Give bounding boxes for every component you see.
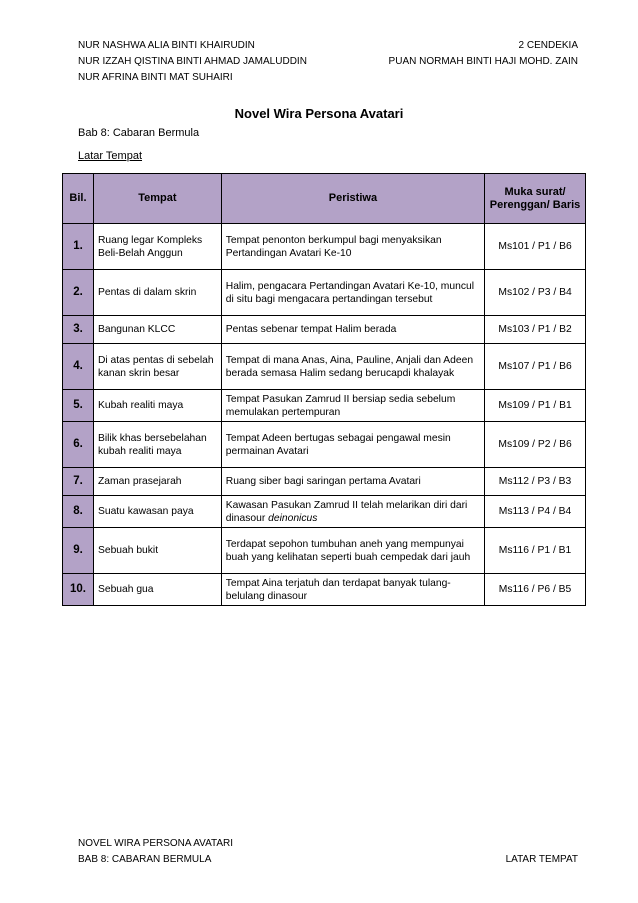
class-name: 2 CENDEKIA	[518, 40, 578, 51]
row-event-italic: deinonicus	[268, 512, 318, 524]
row-page-ref: Ms103 / P1 / B2	[485, 316, 586, 344]
page-header	[78, 38, 578, 86]
student-name-2: NUR IZZAH QISTINA BINTI AHMAD JAMALUDDIN	[78, 56, 307, 67]
row-place: Bilik khas bersebelahan kubah realiti maya	[93, 422, 221, 468]
row-event	[221, 224, 484, 270]
row-place: Suatu kawasan paya	[93, 496, 221, 528]
header-peristiwa: Peristiwa	[221, 174, 484, 224]
row-place: Bangunan KLCC	[93, 316, 221, 344]
table-row	[63, 468, 586, 496]
row-page-ref: Ms113 / P4 / B4	[485, 496, 586, 528]
row-page-ref: Ms109 / P1 / B1	[485, 390, 586, 422]
row-event	[221, 270, 484, 316]
row-event	[221, 316, 484, 344]
row-event-text: Tempat di mana Anas, Aina, Pauline, Anjali dan Adeen berada semasa Halim sedang berucapdi khalayak	[225, 354, 474, 379]
table-row	[63, 224, 586, 270]
row-event	[221, 528, 484, 574]
row-number: 2.	[63, 270, 94, 316]
table-row	[63, 316, 586, 344]
table-row	[63, 496, 586, 528]
row-number: 6.	[63, 422, 94, 468]
table-row	[63, 390, 586, 422]
row-event	[221, 468, 484, 496]
page-footer	[78, 836, 578, 868]
header-tempat: Tempat	[93, 174, 221, 224]
row-event	[221, 344, 484, 390]
row-event	[221, 390, 484, 422]
row-event	[221, 422, 484, 468]
table-row	[63, 574, 586, 606]
footer-chapter: BAB 8: CABARAN BERMULA	[78, 854, 212, 865]
row-number: 7.	[63, 468, 94, 496]
row-event-text: Ruang siber bagi saringan pertama Avatari	[225, 476, 421, 487]
table-row	[63, 270, 586, 316]
row-event-text: Tempat Pasukan Zamrud II bersiap sedia sebelum memulakan pertempuran	[225, 393, 456, 418]
table-row	[63, 528, 586, 574]
row-number: 8.	[63, 496, 94, 528]
setting-table	[62, 173, 586, 606]
row-event-text: Tempat Adeen bertugas sebagai pengawal mesin permainan Avatari	[225, 432, 451, 457]
row-number: 10.	[63, 574, 94, 606]
row-place: Sebuah bukit	[93, 528, 221, 574]
row-event-text: Tempat penonton berkumpul bagi menyaksikan Pertandingan Avatari Ke-10	[225, 234, 442, 259]
teacher-name: PUAN NORMAH BINTI HAJI MOHD. ZAIN	[388, 56, 578, 67]
row-number: 9.	[63, 528, 94, 574]
row-number: 5.	[63, 390, 94, 422]
header-muka-surat: Muka surat/ Perenggan/ Baris	[485, 174, 586, 224]
footer-section: LATAR TEMPAT	[505, 854, 578, 865]
row-page-ref: Ms112 / P3 / B3	[485, 468, 586, 496]
row-number: 3.	[63, 316, 94, 344]
table-row	[63, 344, 586, 390]
row-event	[221, 574, 484, 606]
row-place: Ruang legar Kompleks Beli-Belah Anggun	[93, 224, 221, 270]
row-place: Di atas pentas di sebelah kanan skrin besar	[93, 344, 221, 390]
row-page-ref: Ms109 / P2 / B6	[485, 422, 586, 468]
row-page-ref: Ms116 / P1 / B1	[485, 528, 586, 574]
table-row	[63, 422, 586, 468]
row-number: 1.	[63, 224, 94, 270]
footer-novel-title: NOVEL WIRA PERSONA AVATARI	[78, 838, 234, 849]
row-place: Kubah realiti maya	[93, 390, 221, 422]
row-place: Sebuah gua	[93, 574, 221, 606]
student-name-3: NUR AFRINA BINTI MAT SUHAIRI	[78, 72, 233, 83]
row-event-text: Pentas sebenar tempat Halim berada	[225, 324, 397, 335]
row-event	[221, 496, 484, 528]
row-number: 4.	[63, 344, 94, 390]
row-event-text: Terdapat sepohon tumbuhan aneh yang mempunyai buah yang kelihatan seperti buah cempedak dari jauh	[225, 538, 471, 563]
row-place: Zaman prasejarah	[93, 468, 221, 496]
document-title: Novel Wira Persona Avatari	[234, 106, 404, 121]
row-event-text: Kawasan Pasukan Zamrud II telah melarikan diri dari dinasour	[225, 499, 468, 524]
row-event-text: Halim, pengacara Pertandingan Avatari Ke-10, muncul di situ bagi mengacara pertandingan tersebut	[225, 280, 474, 305]
row-page-ref: Ms102 / P3 / B4	[485, 270, 586, 316]
row-event-text: Tempat Aina terjatuh dan terdapat banyak tulang-belulang dinasour	[225, 577, 451, 602]
chapter-label: Bab 8: Cabaran Bermula	[78, 127, 200, 139]
section-label: Latar Tempat	[78, 150, 143, 162]
header-bil: Bil.	[63, 174, 94, 224]
row-page-ref: Ms116 / P6 / B5	[485, 574, 586, 606]
row-place: Pentas di dalam skrin	[93, 270, 221, 316]
row-page-ref: Ms101 / P1 / B6	[485, 224, 586, 270]
student-name-1: NUR NASHWA ALIA BINTI KHAIRUDIN	[78, 40, 255, 51]
table-header-row	[63, 174, 586, 224]
row-page-ref: Ms107 / P1 / B6	[485, 344, 586, 390]
